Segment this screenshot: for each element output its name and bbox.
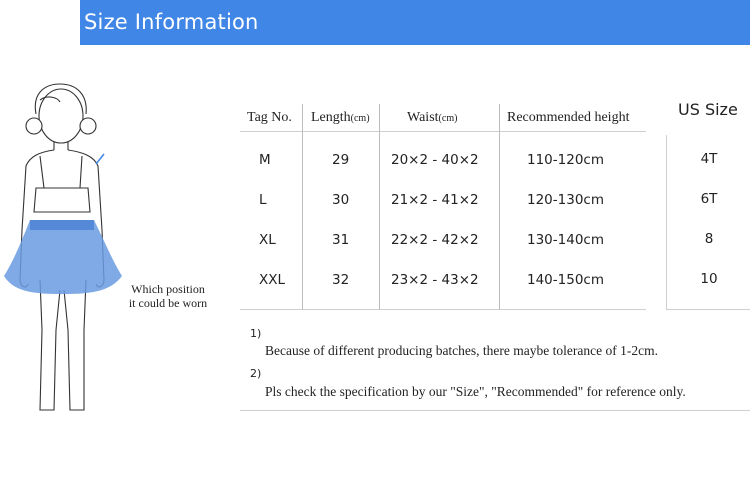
header-length: Length(cm) [311, 110, 370, 125]
size-table [240, 104, 646, 310]
page-title: Size Information [84, 10, 259, 34]
girl-figure-illustration [0, 80, 140, 420]
table-cell-height: 140-150cm [527, 272, 604, 288]
table-cell-waist: 22×2 - 42×2 [391, 232, 479, 248]
note-text: Because of different producing batches, there maybe tolerance of 1-2cm. [265, 343, 658, 358]
table-cell-waist: 20×2 - 40×2 [391, 152, 479, 168]
table-cell-length: 32 [332, 272, 350, 288]
header-height: Recommended height [507, 110, 630, 125]
table-cell-tag: L [259, 192, 267, 208]
note-number: 2) [250, 367, 262, 380]
us-size-value: 4T [700, 151, 718, 167]
us-size-value: 10 [700, 271, 718, 287]
table-cell-tag: XL [259, 232, 276, 248]
us-size-column [666, 135, 750, 310]
table-cell-height: 130-140cm [527, 232, 604, 248]
position-label: Which position it could be worn [128, 282, 208, 310]
us-size-value: 8 [704, 231, 714, 247]
table-cell-height: 110-120cm [527, 152, 604, 168]
table-cell-length: 30 [332, 192, 350, 208]
divider [240, 410, 750, 411]
header-waist: Waist(cm) [407, 110, 458, 125]
note-number: 1) [250, 327, 262, 340]
note-text: Pls check the specification by our "Size", "Recommended" for reference only. [265, 384, 686, 399]
us-size-title: US Size [678, 100, 738, 119]
table-cell-tag: M [259, 152, 271, 168]
table-cell-waist: 23×2 - 43×2 [391, 272, 479, 288]
us-size-value: 6T [700, 191, 718, 207]
table-cell-tag: XXL [259, 272, 286, 288]
table-cell-waist: 21×2 - 41×2 [391, 192, 479, 208]
table-cell-length: 31 [332, 232, 350, 248]
header-tag: Tag No. [247, 110, 292, 125]
table-cell-height: 120-130cm [527, 192, 604, 208]
table-cell-length: 29 [332, 152, 350, 168]
